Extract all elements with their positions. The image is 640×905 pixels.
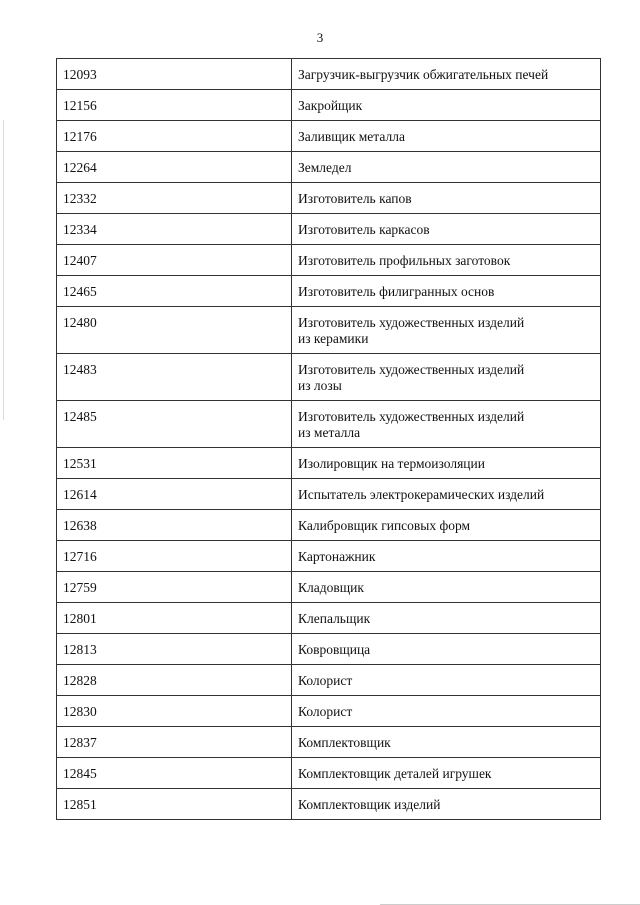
table-row [57, 214, 601, 245]
profession-name: Закройщик [292, 90, 601, 121]
table-row [57, 510, 601, 541]
table-row [57, 59, 601, 90]
profession-name: Картонажник [292, 541, 601, 572]
profession-name: Комплектовщик изделий [292, 789, 601, 820]
profession-name: Земледел [292, 152, 601, 183]
profession-name: Клепальщик [292, 603, 601, 634]
profession-code: 12759 [57, 572, 292, 603]
table-row [57, 276, 601, 307]
table-row [57, 90, 601, 121]
table-body [57, 59, 601, 820]
profession-name: Изготовитель каркасов [292, 214, 601, 245]
profession-name: Загрузчик-выгрузчик обжигательных печей [292, 59, 601, 90]
profession-name: Изготовитель филигранных основ [292, 276, 601, 307]
table-row [57, 665, 601, 696]
profession-code: 12716 [57, 541, 292, 572]
page-number: 3 [316, 30, 324, 45]
scan-edge-mark [3, 120, 4, 420]
profession-code: 12801 [57, 603, 292, 634]
profession-name: Колорист [292, 696, 601, 727]
table-row [57, 354, 601, 401]
profession-code: 12813 [57, 634, 292, 665]
profession-code: 12828 [57, 665, 292, 696]
profession-code: 12480 [57, 307, 292, 354]
profession-name: Комплектовщик [292, 727, 601, 758]
profession-code: 12334 [57, 214, 292, 245]
profession-code: 12332 [57, 183, 292, 214]
profession-name: Изготовитель капов [292, 183, 601, 214]
profession-code: 12614 [57, 479, 292, 510]
profession-code: 12156 [57, 90, 292, 121]
profession-name: Кладовщик [292, 572, 601, 603]
profession-code: 12465 [57, 276, 292, 307]
profession-name: Изготовитель художественных изделий из металла [292, 401, 601, 448]
profession-name: Заливщик металла [292, 121, 601, 152]
table-row [57, 307, 601, 354]
profession-code: 12837 [57, 727, 292, 758]
profession-code: 12851 [57, 789, 292, 820]
table-row [57, 634, 601, 665]
table-row [57, 479, 601, 510]
table-row [57, 572, 601, 603]
table-row [57, 603, 601, 634]
profession-name: Калибровщик гипсовых форм [292, 510, 601, 541]
profession-name: Изолировщик на термоизоляции [292, 448, 601, 479]
profession-code: 12845 [57, 758, 292, 789]
table-row [57, 245, 601, 276]
table-row [57, 541, 601, 572]
table-row [57, 448, 601, 479]
profession-code: 12407 [57, 245, 292, 276]
profession-code: 12483 [57, 354, 292, 401]
profession-name: Ковровщица [292, 634, 601, 665]
profession-codes-table [56, 58, 601, 820]
profession-name: Колорист [292, 665, 601, 696]
table-row [57, 152, 601, 183]
profession-code: 12093 [57, 59, 292, 90]
profession-name: Изготовитель профильных заготовок [292, 245, 601, 276]
table-row [57, 789, 601, 820]
table-row [57, 696, 601, 727]
table-row [57, 121, 601, 152]
table-row [57, 183, 601, 214]
profession-code: 12638 [57, 510, 292, 541]
profession-code: 12176 [57, 121, 292, 152]
profession-code: 12485 [57, 401, 292, 448]
table-row [57, 727, 601, 758]
profession-name: Испытатель электрокерамических изделий [292, 479, 601, 510]
profession-name: Комплектовщик деталей игрушек [292, 758, 601, 789]
profession-code: 12531 [57, 448, 292, 479]
profession-code: 12830 [57, 696, 292, 727]
table-row [57, 758, 601, 789]
table-row [57, 401, 601, 448]
profession-name: Изготовитель художественных изделий из лозы [292, 354, 601, 401]
profession-code: 12264 [57, 152, 292, 183]
profession-name: Изготовитель художественных изделий из керамики [292, 307, 601, 354]
